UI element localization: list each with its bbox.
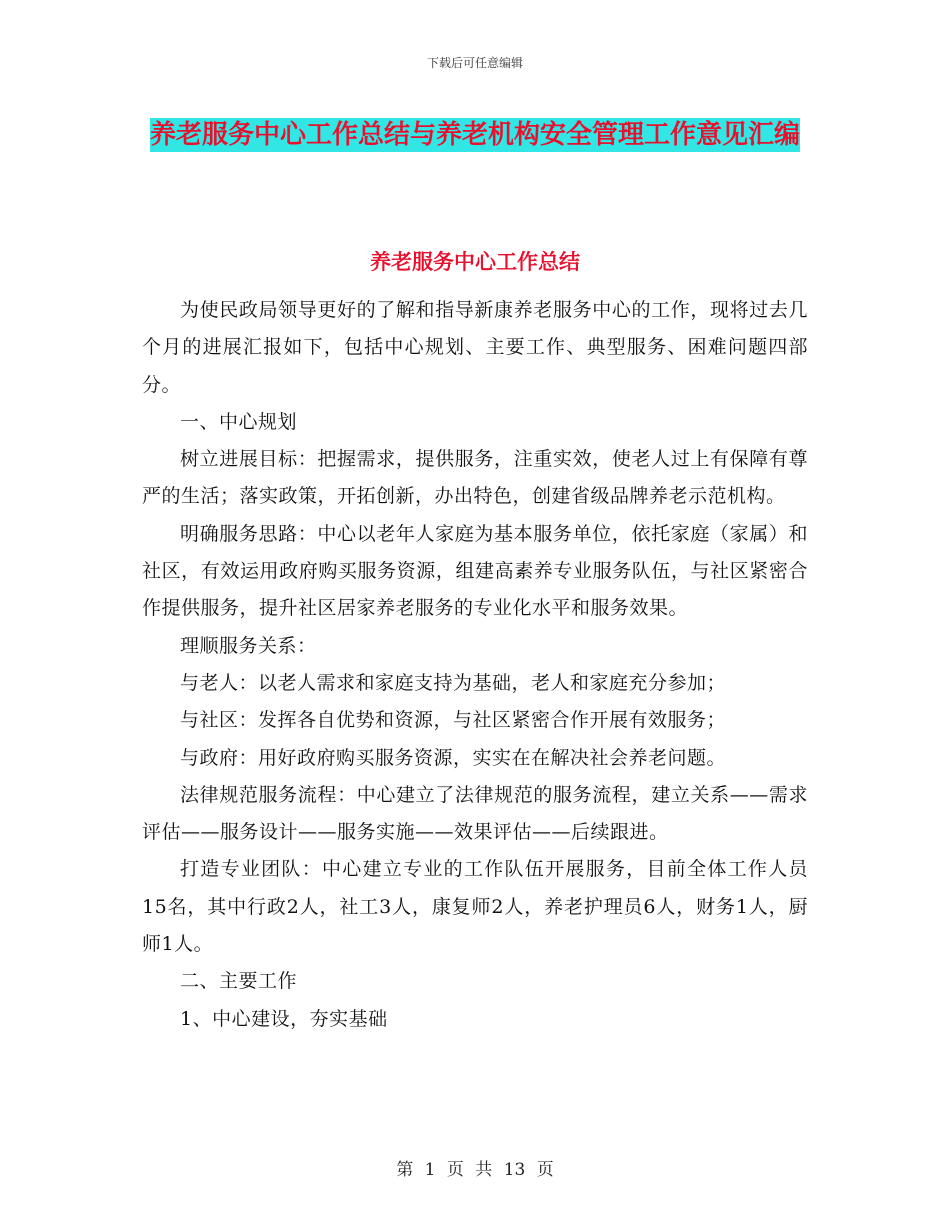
paragraph-goals: 树立进展目标：把握需求，提供服务，注重实效，使老人过上有保障有尊严的生活；落实政策，开拓创新，办出特色，创建省级品牌养老示范机构。 [142,448,808,508]
section-title: 养老服务中心工作总结 [370,250,580,274]
paragraph-relation-elderly: 与老人：以老人需求和家庭支持为基础，老人和家庭充分参加； [180,671,727,694]
heading-main-work: 二、主要工作 [180,970,298,993]
paragraph-relation-government: 与政府：用好政府购买服务资源，实实在在解决社会养老问题。 [180,746,727,769]
paragraph-service-process: 法律规范服务流程：中心建立了法律规范的服务流程，建立关系——需求评估——服务设计——服务实施——效果评估——后续跟进。 [142,783,808,844]
page-footer: 第 1 页 共 13 页 [396,1160,554,1180]
document-title [140,110,810,160]
paragraph-service-approach: 明确服务思路：中心以老年人家庭为基本服务单位，依托家庭（家属）和社区，有效运用政府购买服务资源，组建高素养专业服务队伍，与社区紧密合作提供服务，提升社区居家养老服务的专业化水平和服务效果。 [142,522,808,620]
paragraph-team: 打造专业团队：中心建立专业的工作队伍开展服务，目前全体工作人员15名，其中行政2人，社工3人，康复师2人，养老护理员6人，财务1人，厨师1人。 [142,858,808,956]
document-title-text: 养老服务中心工作总结与养老机构安全管理工作意见汇编 [149,120,800,150]
paragraph-center-construction: 1、中心建设，夯实基础 [180,1007,388,1030]
heading-center-planning: 一、中心规划 [180,410,298,433]
document-body [142,292,808,1038]
paragraph-service-relations: 理顺服务关系： [180,634,317,657]
paragraph-intro: 为使民政局领导更好的了解和指导新康养老服务中心的工作，现将过去几个月的进展汇报如下，包括中心规划、主要工作、典型服务、困难问题四部分。 [142,299,808,396]
header-note: 下载后可任意编辑 [426,56,523,70]
paragraph-relation-community: 与社区：发挥各自优势和资源，与社区紧密合作开展有效服务； [180,709,727,732]
